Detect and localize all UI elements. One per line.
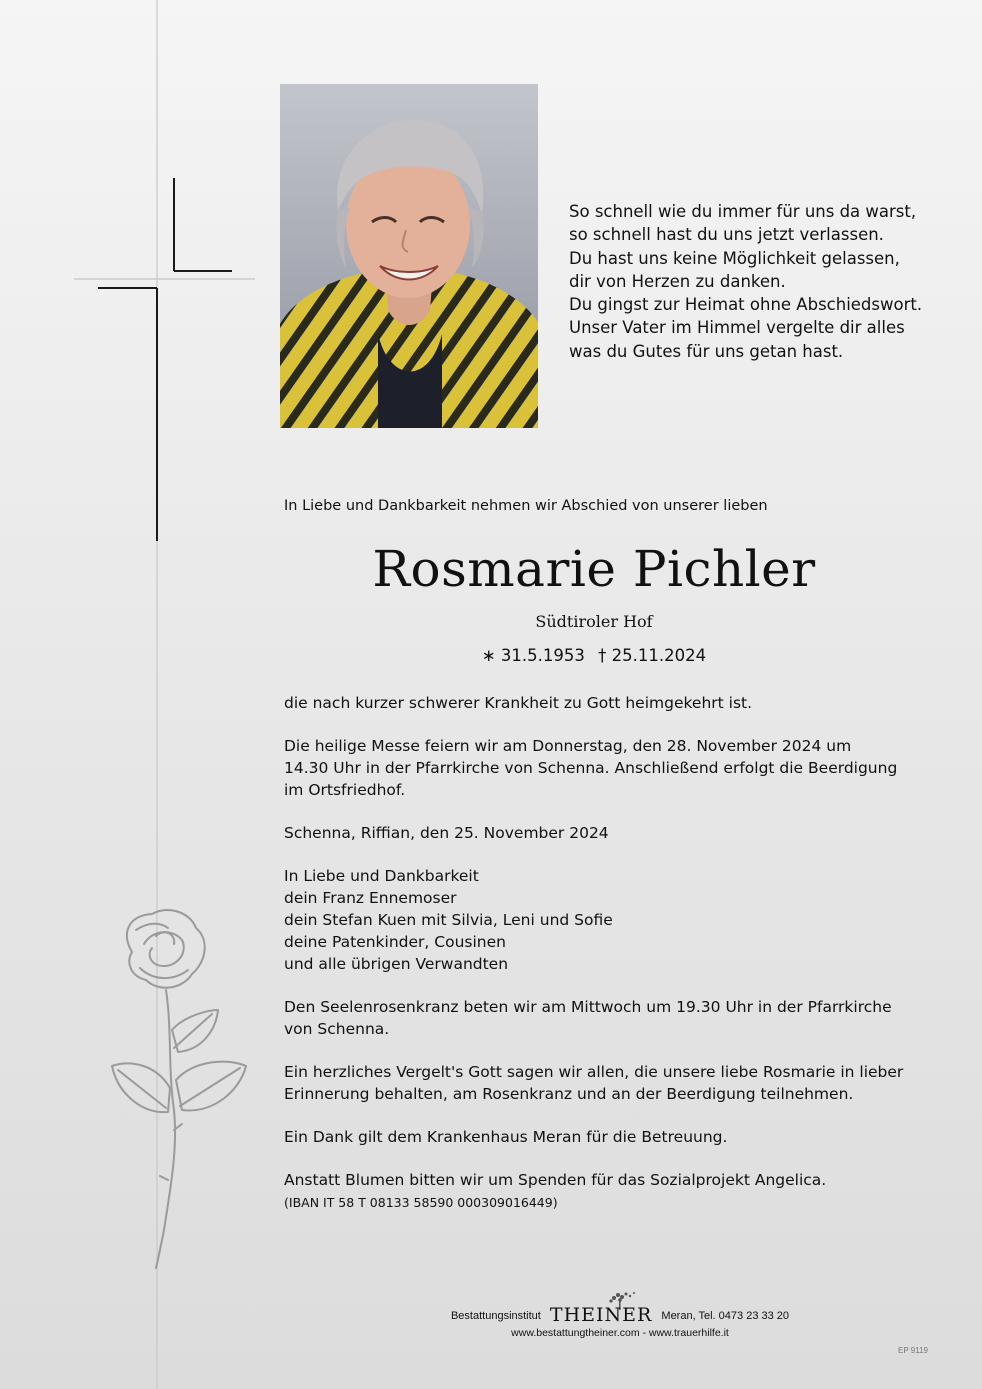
mourners-list — [284, 865, 924, 975]
portrait-photo — [280, 84, 538, 428]
rose-icon — [112, 910, 246, 1268]
poem-line: Du gingst zur Heimat ohne Abschiedswort. — [569, 295, 923, 315]
text-line: Ein herzliches Vergelt's Gott sagen wir allen, die unsere liebe Rosmarie in lieber — [284, 1063, 904, 1081]
poem-line: Du hast uns keine Möglichkeit gelassen, — [569, 248, 900, 268]
cross-rose-decoration — [60, 0, 280, 1389]
paragraph-rosary — [284, 996, 924, 1040]
mourner-line: In Liebe und Dankbarkeit — [284, 867, 479, 885]
deceased-name: Rosmarie Pichler — [372, 540, 816, 598]
text-line: Die heilige Messe feiern wir am Donnerstag, den 28. November 2024 um — [284, 737, 852, 755]
funeral-home-footer — [440, 1290, 800, 1339]
footer-line — [440, 1304, 800, 1326]
paragraph-place-date: Schenna, Riffian, den 25. November 2024 — [284, 824, 609, 842]
poem-line: Unser Vater im Himmel vergelte dir alles — [569, 318, 905, 338]
text-line: Den Seelenrosenkranz beten wir am Mittwoch um 19.30 Uhr in der Pfarrkirche — [284, 998, 892, 1016]
paragraph-homecoming: die nach kurzer schwerer Krankheit zu Gott heimgekehrt ist. — [284, 694, 753, 712]
birth-date: ∗ 31.5.1953 — [481, 646, 585, 665]
text-line: 14.30 Uhr in der Pfarrkirche von Schenna. Anschließend erfolgt die Beerdigung — [284, 759, 898, 777]
poem-line: So schnell wie du immer für uns da warst, — [569, 202, 917, 221]
intro-text: In Liebe und Dankbarkeit nehmen wir Abschied von unserer lieben — [284, 498, 768, 514]
life-dates — [284, 646, 904, 665]
iban-text: (IBAN IT 58 T 08133 58590 000309016449) — [284, 1195, 558, 1210]
mourner-line: dein Franz Ennemoser — [284, 889, 457, 907]
brand-name: THEINER — [549, 1304, 653, 1326]
portrait-illustration — [280, 84, 538, 428]
footer-label: Bestattungsinstitut — [450, 1310, 541, 1322]
mourner-line: dein Stefan Kuen mit Silvia, Leni und Sofie — [284, 911, 613, 929]
mourner-line: und alle übrigen Verwandten — [284, 955, 509, 973]
death-date: † 25.11.2024 — [598, 646, 707, 665]
template-code: EP 9119 — [898, 1346, 928, 1355]
poem — [569, 200, 959, 363]
poem-line: dir von Herzen zu danken. — [569, 271, 786, 291]
poem-line: was du Gutes für uns getan hast. — [569, 341, 844, 361]
paragraph-mass — [284, 735, 924, 801]
mourner-line: deine Patenkinder, Cousinen — [284, 933, 506, 951]
obituary-body — [284, 692, 924, 1213]
paragraph-donation — [284, 1169, 924, 1213]
subtitle: Südtiroler Hof — [535, 612, 653, 631]
cross-icon — [74, 0, 255, 1389]
text-line: im Ortsfriedhof. — [284, 781, 406, 799]
text-line: Anstatt Blumen bitten wir um Spenden für das Sozialprojekt Angelica. — [284, 1171, 827, 1189]
paragraph-thanks — [284, 1061, 924, 1105]
footer-web: www.bestattungtheiner.com - www.trauerhilfe.it — [511, 1327, 729, 1339]
paragraph-hospital: Ein Dank gilt dem Krankenhaus Meran für die Betreuung. — [284, 1128, 728, 1146]
text-line: von Schenna. — [284, 1020, 390, 1038]
poem-line: so schnell hast du uns jetzt verlassen. — [569, 225, 884, 245]
text-line: Erinnerung behalten, am Rosenkranz und an der Beerdigung teilnehmen. — [284, 1085, 854, 1103]
footer-contact: Meran, Tel. 0473 23 33 20 — [661, 1310, 790, 1322]
